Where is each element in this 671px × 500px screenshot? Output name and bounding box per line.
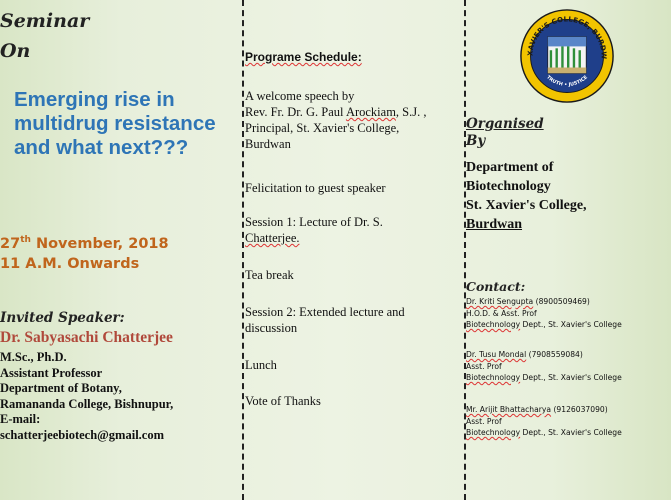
speaker-name: Dr. Sabyasachi Chatterjee [0,329,173,346]
seminar-date: 27th November, 2018 11 A.M. Onwards [0,230,243,274]
organised-by: Organised By [466,116,544,149]
contact-item: Mr. Arijit Bhattacharya (9126037090) Asst. Prof Biotechnology Dept., St. Xavier's College [466,405,622,437]
speaker-email-label: E-mail: [0,412,41,427]
schedule-session-1: Session 1: Lecture of Dr. S. Chatterjee. [245,215,383,245]
speaker-details [0,350,243,444]
speaker-position: Assistant Professor [0,365,103,380]
invited-speaker-label: Invited Speaker: [0,310,125,326]
schedule-welcome: A welcome speech by Rev. Fr. Dr. G. Paul Arockiam, S.J. , Principal, St. Xavier's College, Burdwan [245,89,427,151]
college-logo-icon [519,8,615,104]
schedule-tea-break: Tea break [245,268,294,282]
logo-text-bottom: TRUTH • JUSTICE [545,75,589,89]
schedule-vote-of-thanks: Vote of Thanks [245,394,321,408]
speaker-email[interactable]: schatterjeebiotech@gmail.com [0,427,165,442]
contact-item: Dr. Kriti Sengupta (8900509469) H.O.D. & Asst. Prof Biotechnology Dept., St. Xavier's College [466,297,622,329]
speaker-college: Ramananda College, Bishnupur, [0,396,174,411]
schedule-session-2: Session 2: Extended lecture and discussion [245,305,405,335]
contact-label: Contact: [466,279,526,294]
seminar-heading: Seminar [0,10,90,32]
on-heading: On [0,40,31,62]
schedule-lunch: Lunch [245,358,277,372]
organiser-name: Department of Biotechnology St. Xavier's College, Burdwan [466,160,587,232]
schedule-felicitation: Felicitation to guest speaker [245,181,386,195]
seminar-topic: Emerging rise in multidrug resistance and what next??? [14,88,216,159]
speaker-degree: M.Sc., Ph.D. [0,350,67,364]
seminar-time: 11 A.M. Onwards [0,255,140,272]
contact-item: Dr. Tusu Mondal (7908559084) Asst. Prof Biotechnology Dept., St. Xavier's College [466,350,622,382]
logo-text-top: XAVIER'S COLLEGE, BURDW [526,15,608,60]
schedule-title: Programe Schedule: [245,50,362,64]
speaker-department: Department of Botany, [0,381,122,396]
